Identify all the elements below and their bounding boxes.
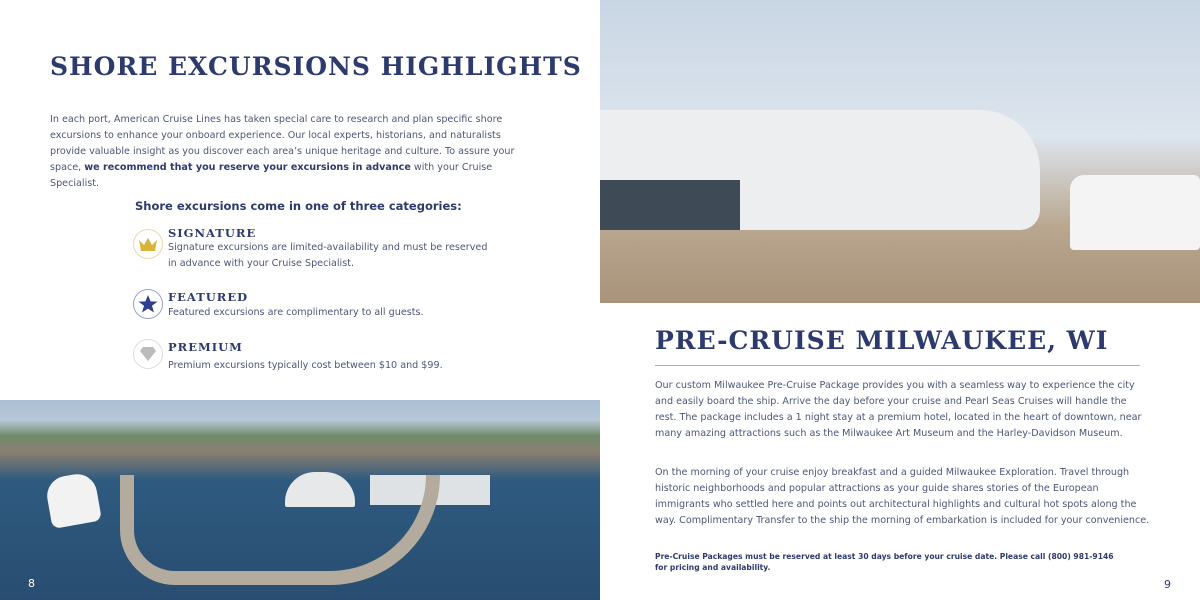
category-name: FEATURED [168, 290, 249, 304]
intro-emphasis: we recommend that you reserve your excursions in advance [84, 162, 411, 173]
category-desc: Premium excursions typically cost between $10 and $99. [168, 360, 443, 371]
page-number: 8 [28, 577, 35, 590]
page-number: 9 [1164, 578, 1171, 591]
museum-windows [600, 180, 740, 230]
tour-bus [1070, 175, 1200, 250]
milwaukee-art-museum-photo [600, 0, 1200, 303]
category-name: PREMIUM [168, 340, 243, 354]
milwaukee-harbor-photo [0, 400, 600, 600]
intro-text: In each port, American Cruise Lines has taken special care to research and plan specific shore excursions to enhance your onboard experience. Our local experts, historians, and naturalists provide valuable insight as you discover each area’s unique heritage and culture. To assure your space, [50, 114, 515, 173]
category-name: SIGNATURE [168, 226, 257, 240]
breakwater [120, 475, 440, 585]
title-divider [655, 365, 1140, 366]
left-page-title: SHORE EXCURSIONS HIGHLIGHTS [50, 52, 582, 81]
package-paragraph: Our custom Milwaukee Pre-Cruise Package provides you with a seamless way to experience the city and easily board the ship. Arrive the day before your cruise and Pearl Seas Cruises will handle the rest. The package includes a 1 night stay at a premium hotel, located in the heart of downtown, near many amazing attractions such as the Milwaukee Art Museum and the Harley-Davidson Museum. [655, 380, 1142, 439]
intro-text-end: with your Cruise Specialist. [50, 162, 493, 189]
exploration-paragraph: On the morning of your cruise enjoy breakfast and a guided Milwaukee Exploration. Travel through historic neighborhoods and popular attractions as your guide shares stories of the European immigrants who settled here and points out architectural highlights and cultural hot spots along the way. Complimentary Transfer to the ship the morning of embarkation is included for your convenience. [655, 467, 1150, 526]
intro-paragraph [50, 112, 530, 192]
reservation-note: Pre-Cruise Packages must be reserved at least 30 days before your cruise date. Please call (800) 981-9146 for pricing and availability. [655, 552, 1114, 572]
category-desc: Featured excursions are complimentary to all guests. [168, 307, 424, 318]
category-desc: Signature excursions are limited-availability and must be reserved in advance with your Cruise Specialist. [168, 242, 488, 269]
categories-heading: Shore excursions come in one of three categories: [135, 199, 462, 213]
cruise-ship [44, 471, 102, 529]
diamond-icon [133, 339, 163, 369]
right-page-title: PRE-CRUISE MILWAUKEE, WI [655, 326, 1109, 355]
crown-icon [133, 229, 163, 259]
star-icon [133, 289, 163, 319]
